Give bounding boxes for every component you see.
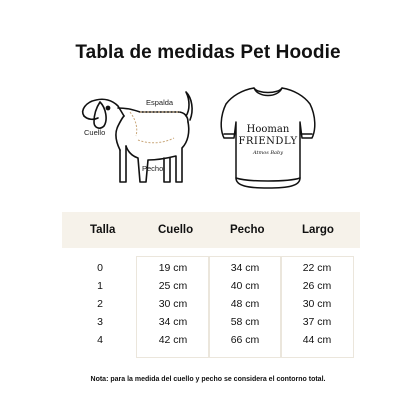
cell-largo: 30 cm xyxy=(302,298,332,310)
cell-cuello: 34 cm xyxy=(158,316,188,328)
header-cuello: Cuello xyxy=(158,224,194,236)
cell-largo: 37 cm xyxy=(302,316,332,328)
cell-pecho: 40 cm xyxy=(230,280,260,292)
cell-talla: 4 xyxy=(97,334,103,346)
hoodie-line1: Hooman xyxy=(246,124,290,135)
cell-talla: 1 xyxy=(97,280,103,292)
cell-talla: 3 xyxy=(97,316,103,328)
hoodie-line2: FRIENDLY xyxy=(238,136,298,147)
cell-cuello: 25 cm xyxy=(158,280,188,292)
hoodie-line3: Atmos Baby xyxy=(252,150,284,156)
dog-outline-icon xyxy=(78,86,208,196)
header-pecho: Pecho xyxy=(230,224,265,236)
size-table xyxy=(62,212,360,358)
cell-largo: 44 cm xyxy=(302,334,332,346)
cell-talla: 0 xyxy=(97,262,103,274)
illustration-area xyxy=(0,78,416,198)
cell-pecho: 66 cm xyxy=(230,334,260,346)
cell-pecho: 34 cm xyxy=(230,262,260,274)
footnote: Nota: para la medida del cuello y pecho se considera el contorno total. xyxy=(90,376,326,383)
cell-pecho: 48 cm xyxy=(230,298,260,310)
cell-cuello: 42 cm xyxy=(158,334,188,346)
hoodie-print-text xyxy=(238,122,298,162)
cell-cuello: 19 cm xyxy=(158,262,188,274)
cell-cuello: 30 cm xyxy=(158,298,188,310)
header-talla: Talla xyxy=(90,224,116,236)
header-largo: Largo xyxy=(302,224,334,236)
cell-pecho: 58 cm xyxy=(230,316,260,328)
cell-largo: 22 cm xyxy=(302,262,332,274)
label-cuello: Cuello xyxy=(84,128,106,137)
label-pecho: Pecho xyxy=(142,164,164,173)
cell-talla: 2 xyxy=(97,298,103,310)
cell-largo: 26 cm xyxy=(302,280,332,292)
page-title: Tabla de medidas Pet Hoodie xyxy=(75,42,341,63)
label-espalda: Espalda xyxy=(146,98,174,107)
